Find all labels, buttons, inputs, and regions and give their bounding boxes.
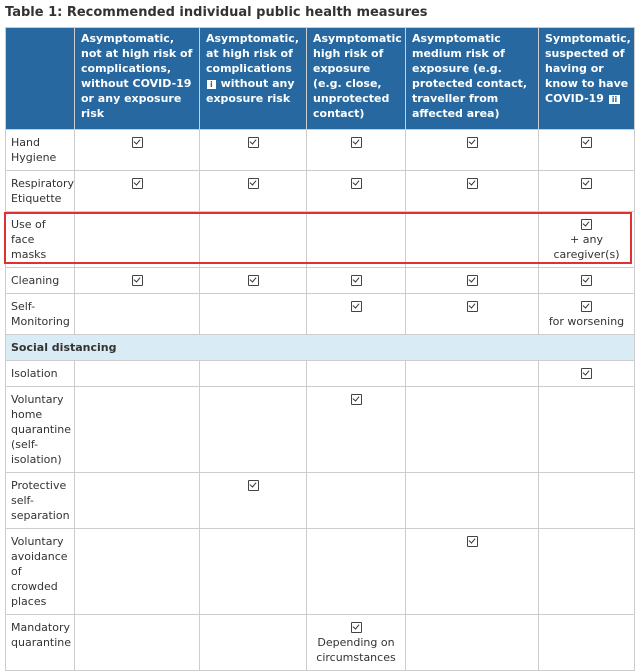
section-row	[6, 335, 635, 361]
table-row	[6, 361, 635, 387]
checkbox-checked-icon	[132, 137, 143, 148]
checkbox-checked-icon	[581, 368, 592, 379]
header-corner	[6, 28, 75, 130]
checkbox-checked-icon	[581, 275, 592, 286]
cell-note: for worsening	[548, 315, 625, 328]
row-label: Cleaning	[6, 268, 75, 294]
checkbox-checked-icon	[467, 536, 478, 547]
column-header-2-label: Asymptomatic, at high risk of complications	[206, 32, 299, 75]
table-row	[6, 268, 635, 294]
row-label: Use of face masks	[6, 212, 75, 268]
row-label: Hand Hygiene	[6, 130, 75, 171]
checkbox-checked-icon	[581, 137, 592, 148]
checkbox-checked-icon	[351, 178, 362, 189]
checkbox-checked-icon	[351, 394, 362, 405]
table-row	[6, 212, 635, 268]
row-label: Mandatory quarantine	[6, 615, 75, 671]
column-header-4	[406, 28, 539, 130]
row-label: Voluntary avoidance of crowded places	[6, 529, 75, 615]
checkbox-checked-icon	[467, 301, 478, 312]
table-row	[6, 615, 635, 671]
checkbox-checked-icon	[581, 301, 592, 312]
column-header-4-label: Asymptomatic medium risk of exposure (e.g. protected contact, traveller from affected area)	[412, 32, 528, 120]
column-header-5-label: Symptomatic, suspected of having or know to have COVID-19	[545, 32, 631, 105]
table-row	[6, 171, 635, 212]
column-header-2	[200, 28, 307, 130]
row-label: Respiratory Etiquette	[6, 171, 75, 212]
table-row	[6, 294, 635, 335]
table-row	[6, 473, 635, 529]
public-health-measures-table	[5, 27, 635, 671]
footnote-link[interactable]: i	[206, 79, 217, 90]
checkbox-checked-icon	[248, 178, 259, 189]
table-header-row	[6, 28, 635, 130]
checkbox-checked-icon	[248, 275, 259, 286]
checkbox-checked-icon	[581, 219, 592, 230]
cell-note: + any caregiver(s)	[553, 233, 620, 261]
column-header-2-label-cont: without any exposure risk	[206, 77, 295, 105]
checkbox-checked-icon	[467, 137, 478, 148]
row-label: Isolation	[6, 361, 75, 387]
table-row	[6, 130, 635, 171]
table-row	[6, 529, 635, 615]
column-header-1	[75, 28, 200, 130]
cell-note: Depending on circumstances	[316, 636, 396, 664]
checkbox-checked-icon	[467, 275, 478, 286]
table-row	[6, 387, 635, 473]
footnote-link[interactable]: ii	[608, 94, 621, 105]
checkbox-checked-icon	[581, 178, 592, 189]
section-heading: Social distancing	[6, 335, 635, 361]
column-header-1-label: Asymptomatic, not at high risk of complications, without COVID-19 or any exposure risk	[81, 32, 193, 120]
column-header-5	[539, 28, 635, 130]
row-label: Self-Monitoring	[6, 294, 75, 335]
checkbox-checked-icon	[248, 137, 259, 148]
checkbox-checked-icon	[248, 480, 259, 491]
column-header-3-label: Asymptomatic high risk of exposure (e.g. close, unprotected contact)	[313, 32, 402, 120]
checkbox-checked-icon	[132, 178, 143, 189]
checkbox-checked-icon	[467, 178, 478, 189]
row-label: Protective self-separation	[6, 473, 75, 529]
checkbox-checked-icon	[351, 622, 362, 633]
column-header-3	[307, 28, 406, 130]
row-label: Voluntary home quarantine (self-isolation)	[6, 387, 75, 473]
table-caption: Table 1: Recommended individual public health measures	[5, 5, 428, 20]
checkbox-checked-icon	[351, 137, 362, 148]
checkbox-checked-icon	[132, 275, 143, 286]
checkbox-checked-icon	[351, 301, 362, 312]
checkbox-checked-icon	[351, 275, 362, 286]
